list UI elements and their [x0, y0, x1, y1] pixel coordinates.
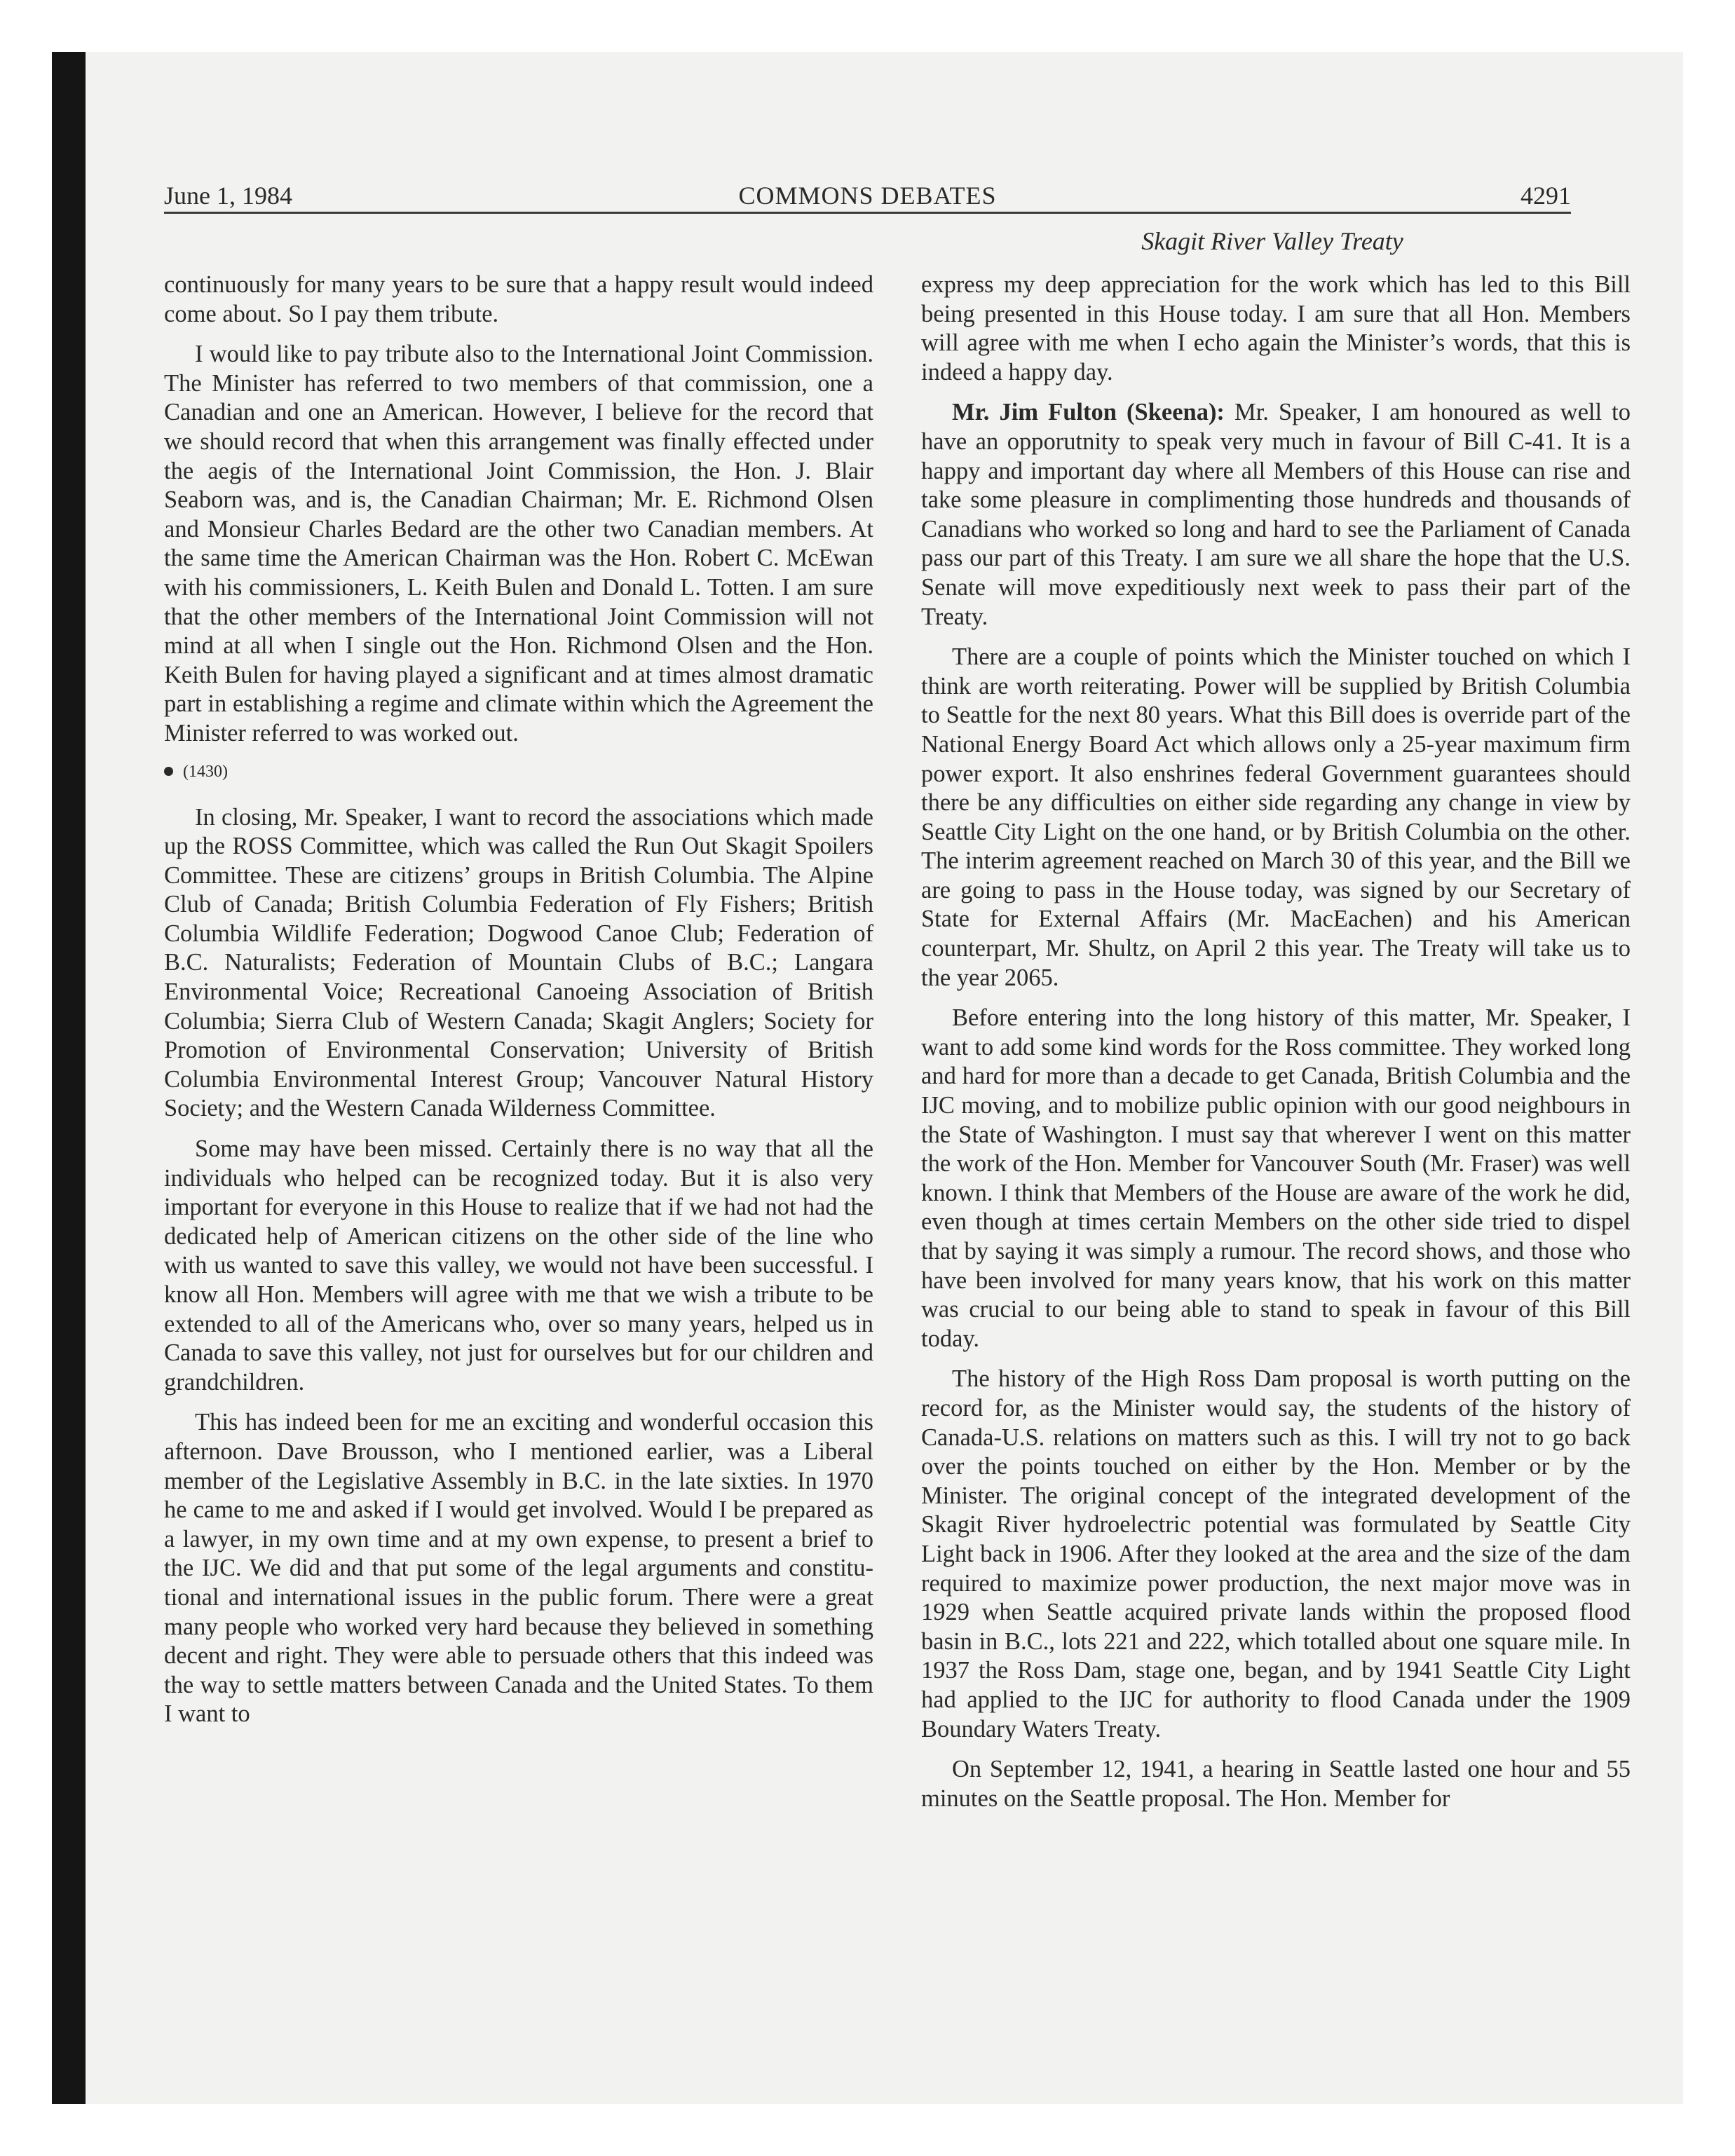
time-marker: [164, 760, 873, 784]
right-paragraph-6: On September 12, 1941, a hearing in Seattle lasted one hour and 55 minutes on the Seattle proposal. The Hon. Member for: [921, 1756, 1631, 1812]
binding-edge: [52, 52, 86, 2104]
left-column: [164, 271, 873, 1740]
scanned-page: [52, 52, 1683, 2104]
left-paragraph-2: I would like to pay tribute also to the International Joint Commission. The Minister has referred to two members of that commission, one a Canadian and one an American. However, I believe for the record that we should record that when this arrangement was finally effected under the aegis of the International Joint Commission, the Hon. J. Blair Seaborn was, and is, the Canadian Chairman; Mr. E. Richmond Olsen and Monsieur Charles Bedard are the other two Canadian members. At the same time the American Chairman was the Hon. Robert C. McEwan with his commissioners, L. Keith Bulen and Donald L. Totten. I am sure that the other members of the International Joint Commission will not mind at all when I single out the Hon. Richmond Olsen and the Hon. Keith Bulen for having played a significant and at times almost dramatic part in establishing a regime and climate within which the Agreement the Minister referred to was worked out.: [164, 341, 873, 746]
header-date: June 1, 1984: [164, 182, 292, 210]
right-paragraph-3: There are a couple of points which the Minister touched on which I think are worth reiterating. Power will be supplied by British Columbia to Seattle for the next 80 years. What this Bill does is override part of the National Energy Board Act which allows only a 25-year maximum firm power export. It also enshrines federal Government guarantees should there be any difficulties on either side regarding any change in view by Seattle City Light on the one hand, or by British Columbia on the other. The interim agreement reached on March 30 of this year, and the Bill we are going to pass in the House today, was signed by our Secretary of State for External Affairs (Mr. MacEachen) and his American counterpart, Mr. Shultz, on April 2 this year. The Treaty will take us to the year 2065.: [921, 643, 1631, 991]
time-marker-label: (1430): [183, 762, 228, 781]
running-header: [164, 179, 1571, 214]
speaker-name: Mr. Jim Fulton (Skeena):: [952, 399, 1225, 426]
left-paragraph-4: Some may have been missed. Certainly there is no way that all the individuals who helped can be recognized today. But it is also very important for everyone in this House to realize that if we had not had the dedicated help of American citizens on the other side of the line who with us wanted to save this valley, we would not have been successful. I know all Hon. Members will agree with me that we wish a tribute to be extended to all of the Americans who, over so many years, helped us in Canada to save this valley, not just for ourselves but for our children and grandchildren.: [164, 1135, 873, 1396]
bullet-icon: [164, 767, 173, 776]
left-paragraph-1: continuously for many years to be sure that a happy result would indeed come about. So I pay them tribute.: [164, 271, 873, 327]
right-paragraph-4: Before entering into the long history of this matter, Mr. Speaker, I want to add some kind words for the Ross committee. They worked long and hard for more than a decade to get Canada, British Columbia and the IJC moving, and to mobilize public opinion with our good neighbours in the State of Washington. I must say that wherever I went on this matter the work of the Hon. Member for Vancouver South (Mr. Fraser) was well known. I think that Members of the House are aware of the work he did, even though at times certain Members on the other side tried to dispel that by saying it was simply a rumour. The record shows, and those who have been involved for many years know, that his work on this matter was crucial to our being able to stand to speak in favour of this Bill today.: [921, 1004, 1631, 1352]
right-paragraph-5: The history of the High Ross Dam proposal is worth putting on the record for, as the Minister would say, the students of the history of Canada-U.S. relations on matters such as this. I will try not to go back over the points touched on either by the Hon. Member or by the Minister. The original concept of the integrated development of the Skagit River hydroelectric potential was formulated by Seattle City Light back in 1906. After they looked at the area and the size of the dam required to maximize power production, the next major move was in 1929 when Seattle acquired private lands within the proposed flood basin in B.C., lots 221 and 222, which totalled about one square mile. In 1937 the Ross Dam, stage one, began, and by 1941 Seattle City Light had applied to the IJC for authority to flood Canada under the 1909 Boundary Waters Treaty.: [921, 1365, 1631, 1742]
speech-text: Mr. Speaker, I am honoured as well to have an opporutnity to speak very much in favour of Bill C-41. It is a happy and important day where all Members of this House can rise and take some pleasure in complimenting those hundreds and thousands of Canadians who worked so long and hard to see the Parliament of Canada pass our part of this Treaty. I am sure we all share the hope that the U.S. Senate will move expeditiously next week to pass their part of the Treaty.: [921, 399, 1631, 630]
right-column: [921, 271, 1631, 1824]
header-page-number: 4291: [1520, 182, 1571, 210]
header-publication: COMMONS DEBATES: [738, 182, 997, 210]
right-column-heading: Skagit River Valley Treaty: [1141, 227, 1403, 255]
right-paragraph-1: express my deep appreciation for the work which has led to this Bill being presented in this House today. I am sure that all Hon. Members will agree with me when I echo again the Minister’s words, that this is indeed a happy day.: [921, 271, 1631, 386]
speech-paragraph: [921, 398, 1631, 632]
left-paragraph-3: In closing, Mr. Speaker, I want to record the associations which made up the ROSS Committee, which was called the Run Out Skagit Spoilers Committee. These are citizens’ groups in British Columbia. The Alpine Club of Canada; British Columbia Federation of Fly Fishers; British Columbia Wildlife Federation; Dogwood Canoe Club; Federation of B.C. Naturalists; Federation of Mountain Clubs of B.C.; Langara Environmental Voice; Recreational Canoeing Association of British Columbia; Sierra Club of Western Canada; Skagit Anglers; Society for Promotion of Environmental Conservation; University of British Columbia Environmental Interest Group; Vancouver Natural History Society; and the Western Canada Wilderness Committee.: [164, 803, 873, 1122]
left-paragraph-5: This has indeed been for me an exciting and wonderful occasion this afternoon. Dave Brousson, who I mentioned earlier, was a Liberal member of the Legislative Assembly in B.C. in the late sixties. In 1970 he came to me and asked if I would get involved. Would I be prepared as a lawyer, in my own time and at my own expense, to present a brief to the IJC. We did and that put some of the legal arguments and constitutional and international issues in the public forum. There were a great many people who worked very hard because they believed in something decent and right. They were able to persuade others that this indeed was the way to settle matters between Canada and the United States. To them I want to: [164, 1409, 873, 1728]
